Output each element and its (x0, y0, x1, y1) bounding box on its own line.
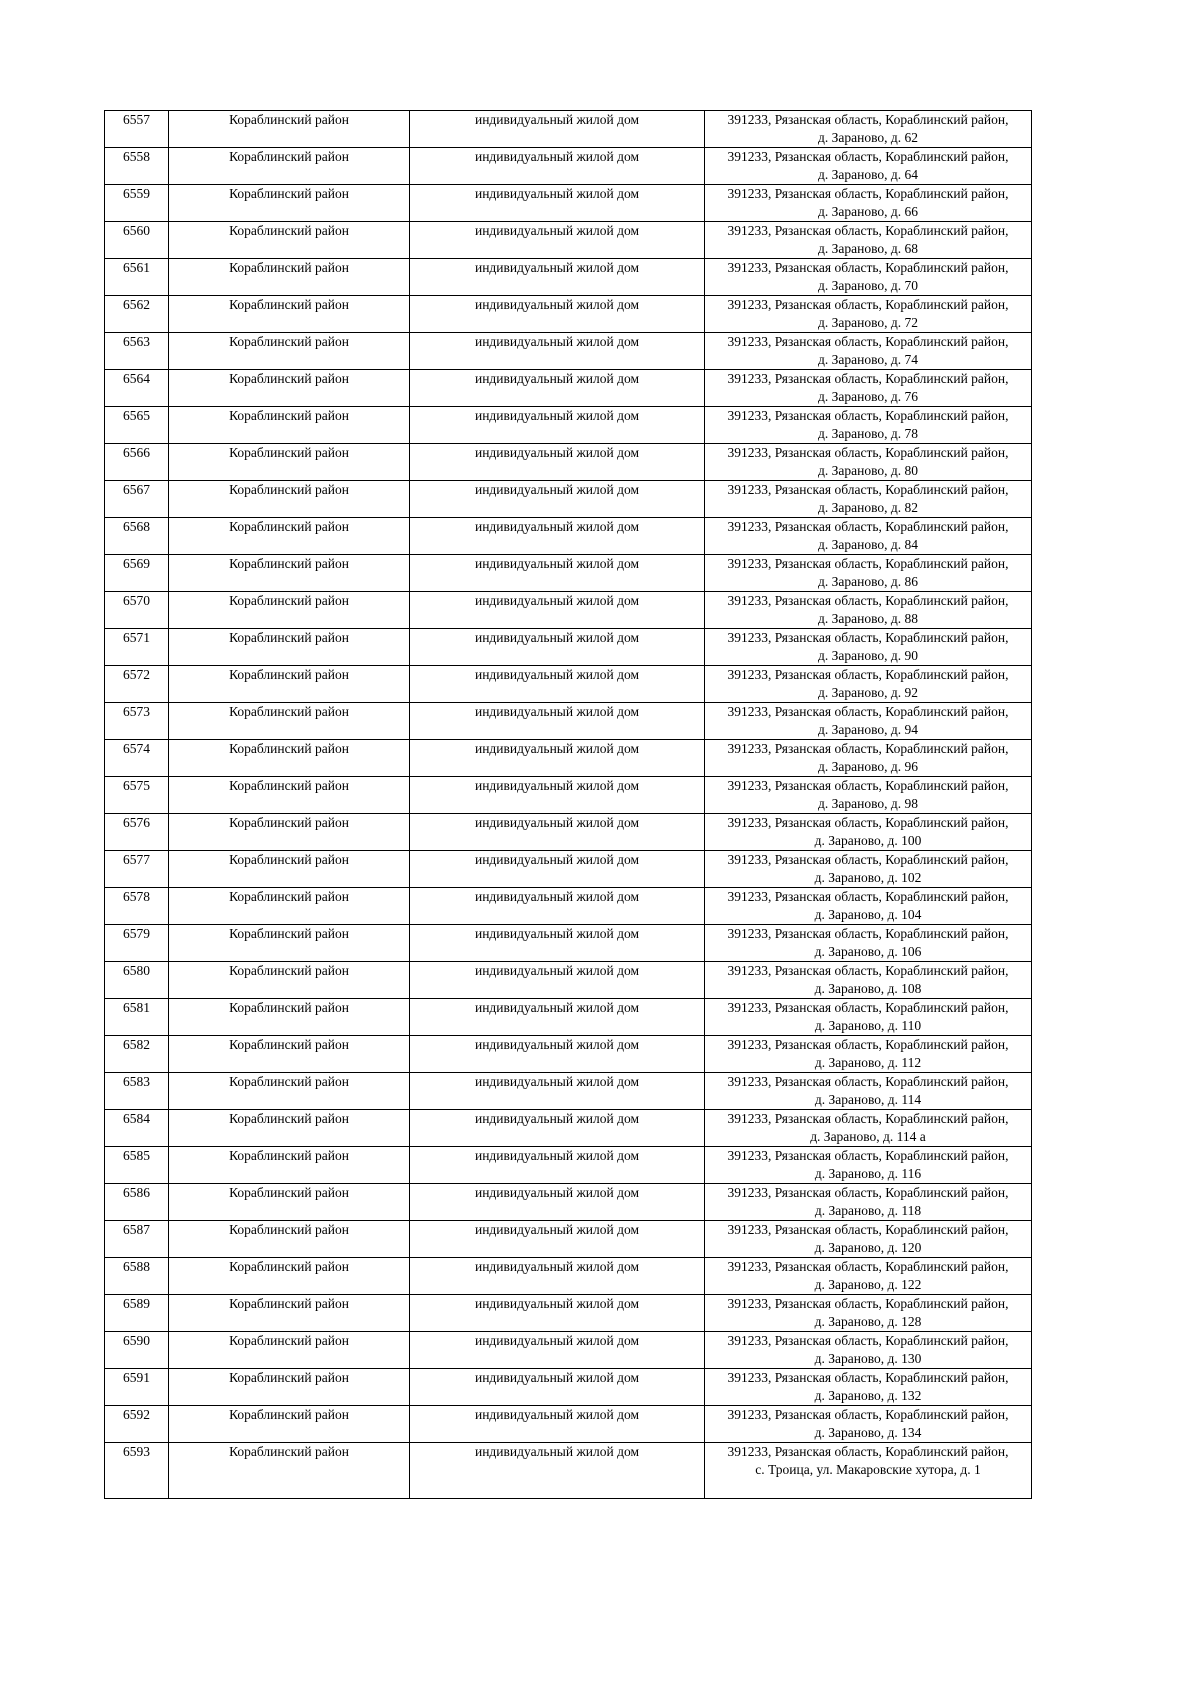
table-row (105, 407, 1032, 444)
object-type-cell: индивидуальный жилой дом (410, 814, 705, 851)
address-cell: 391233, Рязанская область, Кораблинский район, д. Зараново, д. 64 (705, 148, 1032, 185)
object-type-cell: индивидуальный жилой дом (410, 555, 705, 592)
table-row (105, 444, 1032, 481)
district-cell: Кораблинский район (169, 1221, 410, 1258)
district-cell: Кораблинский район (169, 740, 410, 777)
table-row (105, 777, 1032, 814)
object-type-cell: индивидуальный жилой дом (410, 1369, 705, 1406)
row-number-cell: 6574 (105, 740, 169, 777)
row-number-cell: 6586 (105, 1184, 169, 1221)
object-type-cell: индивидуальный жилой дом (410, 777, 705, 814)
row-number-cell: 6590 (105, 1332, 169, 1369)
district-cell: Кораблинский район (169, 851, 410, 888)
row-number-cell: 6578 (105, 888, 169, 925)
table-row (105, 296, 1032, 333)
table-row (105, 370, 1032, 407)
address-cell: 391233, Рязанская область, Кораблинский район, д. Зараново, д. 72 (705, 296, 1032, 333)
row-number-cell: 6569 (105, 555, 169, 592)
address-cell: 391233, Рязанская область, Кораблинский район, д. Зараново, д. 92 (705, 666, 1032, 703)
address-cell: 391233, Рязанская область, Кораблинский район, д. Зараново, д. 106 (705, 925, 1032, 962)
row-number-cell: 6592 (105, 1406, 169, 1443)
object-type-cell: индивидуальный жилой дом (410, 592, 705, 629)
object-type-cell: индивидуальный жилой дом (410, 444, 705, 481)
table-row (105, 1332, 1032, 1369)
district-cell: Кораблинский район (169, 333, 410, 370)
address-cell: 391233, Рязанская область, Кораблинский район, д. Зараново, д. 90 (705, 629, 1032, 666)
address-cell: 391233, Рязанская область, Кораблинский район, д. Зараново, д. 94 (705, 703, 1032, 740)
district-cell: Кораблинский район (169, 666, 410, 703)
address-cell: 391233, Рязанская область, Кораблинский район, д. Зараново, д. 120 (705, 1221, 1032, 1258)
object-type-cell: индивидуальный жилой дом (410, 888, 705, 925)
object-type-cell: индивидуальный жилой дом (410, 1258, 705, 1295)
district-cell: Кораблинский район (169, 1258, 410, 1295)
district-cell: Кораблинский район (169, 814, 410, 851)
district-cell: Кораблинский район (169, 999, 410, 1036)
address-cell: 391233, Рязанская область, Кораблинский район, д. Зараново, д. 88 (705, 592, 1032, 629)
district-cell: Кораблинский район (169, 1184, 410, 1221)
district-cell: Кораблинский район (169, 777, 410, 814)
object-type-cell: индивидуальный жилой дом (410, 185, 705, 222)
object-type-cell: индивидуальный жилой дом (410, 296, 705, 333)
table-row (105, 1295, 1032, 1332)
address-cell: 391233, Рязанская область, Кораблинский район, д. Зараново, д. 80 (705, 444, 1032, 481)
district-cell: Кораблинский район (169, 888, 410, 925)
table-row (105, 1073, 1032, 1110)
row-number-cell: 6581 (105, 999, 169, 1036)
address-cell: 391233, Рязанская область, Кораблинский район, д. Зараново, д. 96 (705, 740, 1032, 777)
district-cell: Кораблинский район (169, 1073, 410, 1110)
district-cell: Кораблинский район (169, 111, 410, 148)
row-number-cell: 6566 (105, 444, 169, 481)
address-cell: 391233, Рязанская область, Кораблинский район, д. Зараново, д. 122 (705, 1258, 1032, 1295)
object-type-cell: индивидуальный жилой дом (410, 222, 705, 259)
row-number-cell: 6587 (105, 1221, 169, 1258)
row-number-cell: 6593 (105, 1443, 169, 1499)
row-number-cell: 6563 (105, 333, 169, 370)
object-type-cell: индивидуальный жилой дом (410, 111, 705, 148)
table-row (105, 111, 1032, 148)
object-type-cell: индивидуальный жилой дом (410, 1295, 705, 1332)
address-cell: 391233, Рязанская область, Кораблинский район, д. Зараново, д. 110 (705, 999, 1032, 1036)
row-number-cell: 6575 (105, 777, 169, 814)
district-cell: Кораблинский район (169, 925, 410, 962)
object-type-cell: индивидуальный жилой дом (410, 1110, 705, 1147)
table-row (105, 703, 1032, 740)
object-type-cell: индивидуальный жилой дом (410, 370, 705, 407)
table-row (105, 1221, 1032, 1258)
object-type-cell: индивидуальный жилой дом (410, 259, 705, 296)
address-cell: 391233, Рязанская область, Кораблинский район, д. Зараново, д. 118 (705, 1184, 1032, 1221)
row-number-cell: 6579 (105, 925, 169, 962)
district-cell: Кораблинский район (169, 1295, 410, 1332)
table-row (105, 555, 1032, 592)
table-row (105, 1443, 1032, 1499)
row-number-cell: 6573 (105, 703, 169, 740)
object-type-cell: индивидуальный жилой дом (410, 1073, 705, 1110)
table-row (105, 740, 1032, 777)
address-cell: 391233, Рязанская область, Кораблинский район, д. Зараново, д. 116 (705, 1147, 1032, 1184)
address-cell: 391233, Рязанская область, Кораблинский район, д. Зараново, д. 78 (705, 407, 1032, 444)
row-number-cell: 6568 (105, 518, 169, 555)
district-cell: Кораблинский район (169, 1036, 410, 1073)
object-type-cell: индивидуальный жилой дом (410, 1184, 705, 1221)
object-type-cell: индивидуальный жилой дом (410, 1443, 705, 1499)
object-type-cell: индивидуальный жилой дом (410, 925, 705, 962)
object-type-cell: индивидуальный жилой дом (410, 666, 705, 703)
row-number-cell: 6559 (105, 185, 169, 222)
table-row (105, 185, 1032, 222)
table-row (105, 1406, 1032, 1443)
address-cell: 391233, Рязанская область, Кораблинский район, д. Зараново, д. 114 (705, 1073, 1032, 1110)
object-type-cell: индивидуальный жилой дом (410, 1332, 705, 1369)
address-cell: 391233, Рязанская область, Кораблинский район, д. Зараново, д. 62 (705, 111, 1032, 148)
address-cell: 391233, Рязанская область, Кораблинский район, д. Зараново, д. 132 (705, 1369, 1032, 1406)
district-cell: Кораблинский район (169, 444, 410, 481)
row-number-cell: 6584 (105, 1110, 169, 1147)
table-row (105, 1110, 1032, 1147)
registry-table (104, 110, 1032, 1499)
address-cell: 391233, Рязанская область, Кораблинский район, д. Зараново, д. 66 (705, 185, 1032, 222)
row-number-cell: 6567 (105, 481, 169, 518)
address-cell: 391233, Рязанская область, Кораблинский район, д. Зараново, д. 100 (705, 814, 1032, 851)
row-number-cell: 6562 (105, 296, 169, 333)
address-cell: 391233, Рязанская область, Кораблинский район, д. Зараново, д. 112 (705, 1036, 1032, 1073)
table-row (105, 259, 1032, 296)
address-cell: 391233, Рязанская область, Кораблинский район, д. Зараново, д. 108 (705, 962, 1032, 999)
address-cell: 391233, Рязанская область, Кораблинский район, д. Зараново, д. 74 (705, 333, 1032, 370)
district-cell: Кораблинский район (169, 185, 410, 222)
district-cell: Кораблинский район (169, 1147, 410, 1184)
row-number-cell: 6571 (105, 629, 169, 666)
object-type-cell: индивидуальный жилой дом (410, 1406, 705, 1443)
address-cell: 391233, Рязанская область, Кораблинский район, д. Зараново, д. 114 а (705, 1110, 1032, 1147)
district-cell: Кораблинский район (169, 1443, 410, 1499)
object-type-cell: индивидуальный жилой дом (410, 481, 705, 518)
table-row (105, 1036, 1032, 1073)
table-row (105, 629, 1032, 666)
row-number-cell: 6591 (105, 1369, 169, 1406)
object-type-cell: индивидуальный жилой дом (410, 148, 705, 185)
row-number-cell: 6585 (105, 1147, 169, 1184)
row-number-cell: 6589 (105, 1295, 169, 1332)
district-cell: Кораблинский район (169, 555, 410, 592)
object-type-cell: индивидуальный жилой дом (410, 851, 705, 888)
table-row (105, 1147, 1032, 1184)
district-cell: Кораблинский район (169, 222, 410, 259)
row-number-cell: 6588 (105, 1258, 169, 1295)
district-cell: Кораблинский район (169, 629, 410, 666)
object-type-cell: индивидуальный жилой дом (410, 629, 705, 666)
table-row (105, 592, 1032, 629)
address-cell: 391233, Рязанская область, Кораблинский район, д. Зараново, д. 128 (705, 1295, 1032, 1332)
district-cell: Кораблинский район (169, 259, 410, 296)
address-cell: 391233, Рязанская область, Кораблинский район, д. Зараново, д. 104 (705, 888, 1032, 925)
address-cell: 391233, Рязанская область, Кораблинский район, д. Зараново, д. 68 (705, 222, 1032, 259)
address-cell: 391233, Рязанская область, Кораблинский район, д. Зараново, д. 86 (705, 555, 1032, 592)
row-number-cell: 6577 (105, 851, 169, 888)
row-number-cell: 6560 (105, 222, 169, 259)
table-row (105, 1184, 1032, 1221)
district-cell: Кораблинский район (169, 481, 410, 518)
row-number-cell: 6583 (105, 1073, 169, 1110)
district-cell: Кораблинский район (169, 518, 410, 555)
table-row (105, 999, 1032, 1036)
table-row (105, 666, 1032, 703)
table-row (105, 481, 1032, 518)
table-row (105, 814, 1032, 851)
object-type-cell: индивидуальный жилой дом (410, 1147, 705, 1184)
row-number-cell: 6576 (105, 814, 169, 851)
address-cell: 391233, Рязанская область, Кораблинский район, д. Зараново, д. 130 (705, 1332, 1032, 1369)
row-number-cell: 6558 (105, 148, 169, 185)
object-type-cell: индивидуальный жилой дом (410, 703, 705, 740)
table-row (105, 851, 1032, 888)
object-type-cell: индивидуальный жилой дом (410, 1036, 705, 1073)
table-row (105, 333, 1032, 370)
district-cell: Кораблинский район (169, 1332, 410, 1369)
address-cell: 391233, Рязанская область, Кораблинский район, д. Зараново, д. 98 (705, 777, 1032, 814)
object-type-cell: индивидуальный жилой дом (410, 333, 705, 370)
object-type-cell: индивидуальный жилой дом (410, 1221, 705, 1258)
row-number-cell: 6582 (105, 1036, 169, 1073)
address-cell: 391233, Рязанская область, Кораблинский район, д. Зараново, д. 76 (705, 370, 1032, 407)
table-row (105, 148, 1032, 185)
row-number-cell: 6570 (105, 592, 169, 629)
table-row (105, 888, 1032, 925)
district-cell: Кораблинский район (169, 1406, 410, 1443)
registry-table-body (105, 111, 1032, 1499)
table-row (105, 518, 1032, 555)
district-cell: Кораблинский район (169, 703, 410, 740)
district-cell: Кораблинский район (169, 592, 410, 629)
row-number-cell: 6580 (105, 962, 169, 999)
object-type-cell: индивидуальный жилой дом (410, 962, 705, 999)
address-cell: 391233, Рязанская область, Кораблинский район, д. Зараново, д. 134 (705, 1406, 1032, 1443)
table-row (105, 962, 1032, 999)
table-row (105, 222, 1032, 259)
district-cell: Кораблинский район (169, 962, 410, 999)
address-cell: 391233, Рязанская область, Кораблинский район, д. Зараново, д. 84 (705, 518, 1032, 555)
address-cell: 391233, Рязанская область, Кораблинский район, д. Зараново, д. 102 (705, 851, 1032, 888)
object-type-cell: индивидуальный жилой дом (410, 518, 705, 555)
row-number-cell: 6572 (105, 666, 169, 703)
district-cell: Кораблинский район (169, 1110, 410, 1147)
address-cell: 391233, Рязанская область, Кораблинский район, с. Троица, ул. Макаровские хутора, д. 1 (705, 1443, 1032, 1499)
object-type-cell: индивидуальный жилой дом (410, 407, 705, 444)
row-number-cell: 6557 (105, 111, 169, 148)
row-number-cell: 6561 (105, 259, 169, 296)
table-row (105, 1258, 1032, 1295)
table-row (105, 925, 1032, 962)
row-number-cell: 6564 (105, 370, 169, 407)
object-type-cell: индивидуальный жилой дом (410, 740, 705, 777)
object-type-cell: индивидуальный жилой дом (410, 999, 705, 1036)
district-cell: Кораблинский район (169, 148, 410, 185)
district-cell: Кораблинский район (169, 1369, 410, 1406)
row-number-cell: 6565 (105, 407, 169, 444)
address-cell: 391233, Рязанская область, Кораблинский район, д. Зараново, д. 70 (705, 259, 1032, 296)
table-row (105, 1369, 1032, 1406)
district-cell: Кораблинский район (169, 370, 410, 407)
district-cell: Кораблинский район (169, 296, 410, 333)
address-cell: 391233, Рязанская область, Кораблинский район, д. Зараново, д. 82 (705, 481, 1032, 518)
district-cell: Кораблинский район (169, 407, 410, 444)
